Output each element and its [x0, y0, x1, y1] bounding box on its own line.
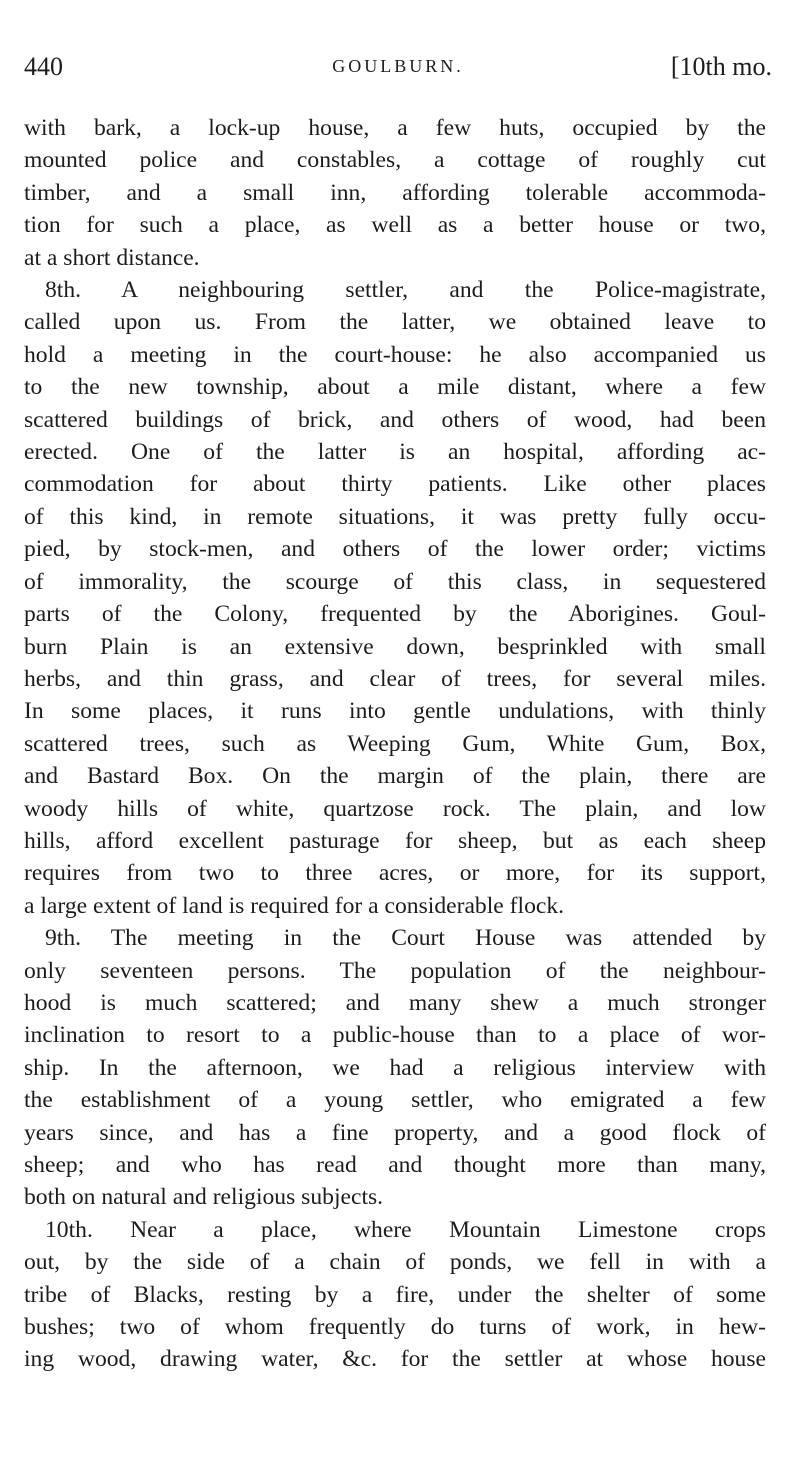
text-line: mounted police and constables, a cottage of roughly cut	[24, 147, 766, 174]
text-line: sheep; and who has read and thought more than many,	[24, 1152, 766, 1178]
text-line: 9th. The meeting in the Court House was attended by	[45, 925, 766, 952]
text-line: the establishment of a young settler, who emigrated a few	[24, 1087, 766, 1114]
text-line: of immorality, the scourge of this class, in sequestered	[24, 568, 766, 595]
text-line: tion for such a place, as well as a better house or two,	[24, 212, 766, 239]
text-line: with bark, a lock-up house, a few huts, occupied by the	[24, 115, 766, 141]
text-line: 8th. A neighbouring settler, and the Police-magistrate,	[45, 277, 766, 304]
text-line: pied, by stock-men, and others of the lower order; victims	[24, 536, 766, 563]
body-text	[24, 112, 766, 1376]
running-date: [10th mo.	[670, 52, 772, 81]
text-line: scattered buildings of brick, and others of wood, had been	[24, 406, 766, 433]
text-line: hills, afford excellent pasturage for sheep, but as each sheep	[24, 827, 766, 854]
text-line: In some places, it runs into gentle undulations, with thinly	[24, 698, 766, 725]
text-line: only seventeen persons. The population of the neighbour-	[24, 957, 766, 984]
page-number: 440	[24, 52, 63, 81]
text-line: hold a meeting in the court-house: he also accompanied us	[24, 341, 766, 368]
text-line: inclination to resort to a public-house than to a place of wor-	[24, 1022, 766, 1049]
running-head	[24, 52, 772, 92]
text-line: timber, and a small inn, affording tolerable accommoda-	[24, 179, 766, 206]
text-line: herbs, and thin grass, and clear of trees, for several miles.	[24, 665, 766, 692]
text-line: ship. In the afternoon, we had a religious interview with	[24, 1054, 766, 1081]
text-line: years since, and has a fine property, and a good flock of	[24, 1119, 766, 1146]
text-line: bushes; two of whom frequently do turns of work, in hew-	[24, 1314, 766, 1341]
text-line: called upon us. From the latter, we obtained leave to	[24, 309, 766, 336]
text-line: at a short distance.	[24, 244, 200, 271]
text-line: and Bastard Box. On the margin of the plain, there are	[24, 763, 766, 790]
text-line: tribe of Blacks, resting by a fire, under the shelter of some	[24, 1281, 766, 1308]
text-line: out, by the side of a chain of ponds, we fell in with a	[24, 1249, 766, 1276]
text-line: requires from two to three acres, or more, for its support,	[24, 860, 766, 887]
text-line: woody hills of white, quartzose rock. The plain, and low	[24, 795, 766, 822]
text-line: 10th. Near a place, where Mountain Limestone crops	[45, 1216, 766, 1243]
text-line: scattered trees, such as Weeping Gum, White Gum, Box,	[24, 730, 766, 757]
text-line: hood is much scattered; and many shew a much stronger	[24, 989, 766, 1016]
text-line: commodation for about thirty patients. Like other places	[24, 471, 766, 498]
text-line: ing wood, drawing water, &c. for the settler at whose house	[24, 1346, 766, 1373]
text-line: burn Plain is an extensive down, besprinkled with small	[24, 633, 766, 660]
text-line: a large extent of land is required for a considerable flock.	[24, 892, 565, 919]
text-line: to the new township, about a mile distant, where a few	[24, 374, 766, 401]
text-line: both on natural and religious subjects.	[24, 1184, 384, 1211]
text-line: erected. One of the latter is an hospital, affording ac-	[24, 439, 766, 466]
text-line: parts of the Colony, frequented by the Aborigines. Goul-	[24, 601, 766, 628]
text-line: of this kind, in remote situations, it was pretty fully occu-	[24, 503, 766, 530]
running-title: GOULBURN.	[332, 56, 464, 76]
